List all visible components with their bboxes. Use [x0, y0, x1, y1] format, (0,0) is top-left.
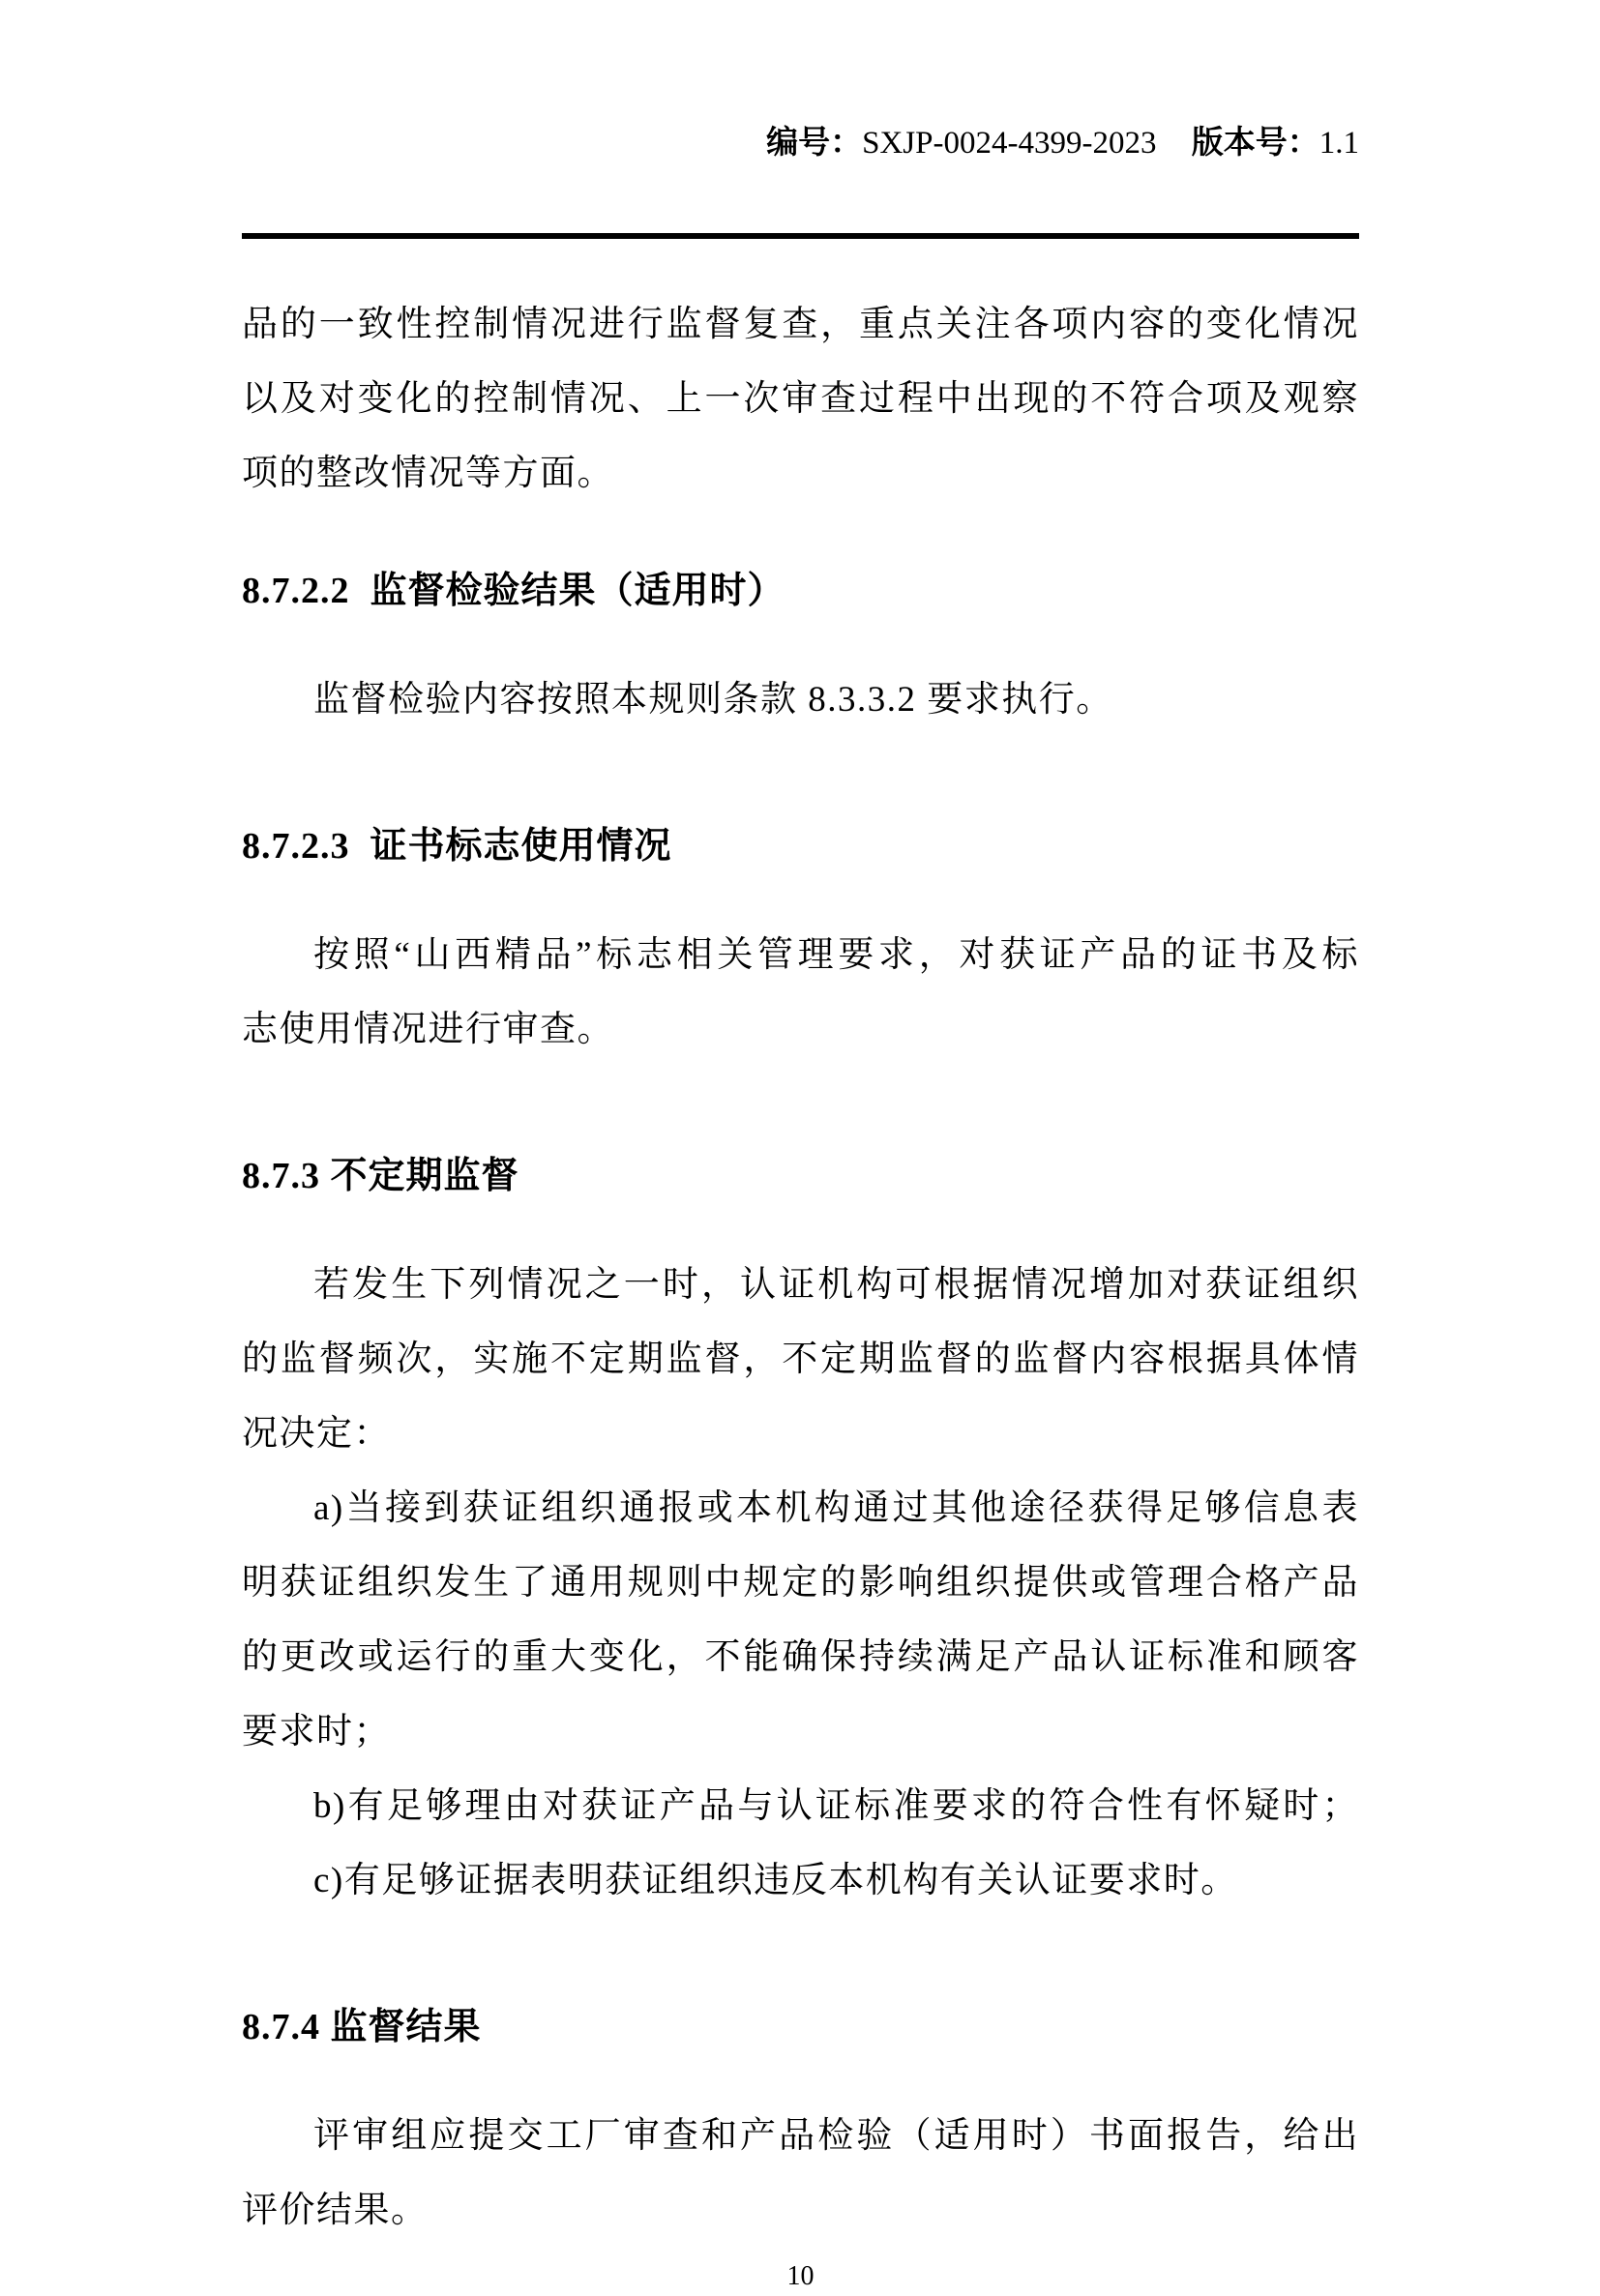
section-heading-8-7-2-3: 8.7.2.3 证书标志使用情况 — [242, 826, 672, 867]
paragraph-line: 的监督频次，实施不定期监督，不定期监督的监督内容根据具体情 — [242, 1339, 1359, 1379]
paragraph-line: 项的整改情况等方面。 — [242, 454, 614, 493]
paragraph-line: 况决定： — [242, 1414, 391, 1454]
header-rule — [242, 233, 1359, 239]
document-body — [242, 287, 1359, 2248]
paragraph-line: 评审组应提交工厂审查和产品检验（适用时）书面报告，给出 — [313, 2116, 1359, 2156]
paragraph-line: 品的一致性控制情况进行监督复查，重点关注各项内容的变化情况 — [242, 305, 1359, 344]
doc-number-label: 编号： — [766, 126, 863, 161]
paragraph-line: 监督检验内容按照本规则条款 8.3.3.2 要求执行。 — [313, 680, 1113, 720]
paragraph-line: 以及对变化的控制情况、上一次审查过程中出现的不符合项及观察 — [242, 379, 1359, 419]
paragraph-line: 若发生下列情况之一时，认证机构可根据情况增加对获证组织 — [313, 1265, 1359, 1305]
paragraph-line: 评价结果。 — [242, 2191, 429, 2230]
doc-number-value: SXJP-0024-4399-2023 — [862, 126, 1157, 161]
version-value: 1.1 — [1319, 126, 1359, 161]
paragraph-line: 志使用情况进行审查。 — [242, 1010, 614, 1049]
page-header — [242, 0, 1359, 207]
list-item-a-line: 明获证组织发生了通用规则中规定的影响组织提供或管理合格产品 — [242, 1563, 1359, 1603]
list-item-c-line: c)有足够证据表明获证组织违反本机构有关认证要求时。 — [313, 1861, 1238, 1900]
list-item-a-line: a)当接到获证组织通报或本机构通过其他途径获得足够信息表 — [313, 1488, 1359, 1528]
section-heading-8-7-4: 8.7.4 监督结果 — [242, 2007, 482, 2047]
section-heading-8-7-2-2: 8.7.2.2 监督检验结果（适用时） — [242, 571, 785, 611]
list-item-a-line: 的更改或运行的重大变化，不能确保持续满足产品认证标准和顾客 — [242, 1637, 1359, 1677]
list-item-a-line: 要求时； — [242, 1712, 391, 1751]
section-heading-8-7-3: 8.7.3 不定期监督 — [242, 1156, 519, 1196]
paragraph-line: 按照“山西精品”标志相关管理要求，对获证产品的证书及标 — [313, 935, 1359, 975]
version-label: 版本号： — [1191, 126, 1319, 161]
list-item-b-line: b)有足够理由对获证产品与认证标准要求的符合性有怀疑时； — [313, 1786, 1359, 1826]
page-number: 10 — [786, 2261, 815, 2291]
